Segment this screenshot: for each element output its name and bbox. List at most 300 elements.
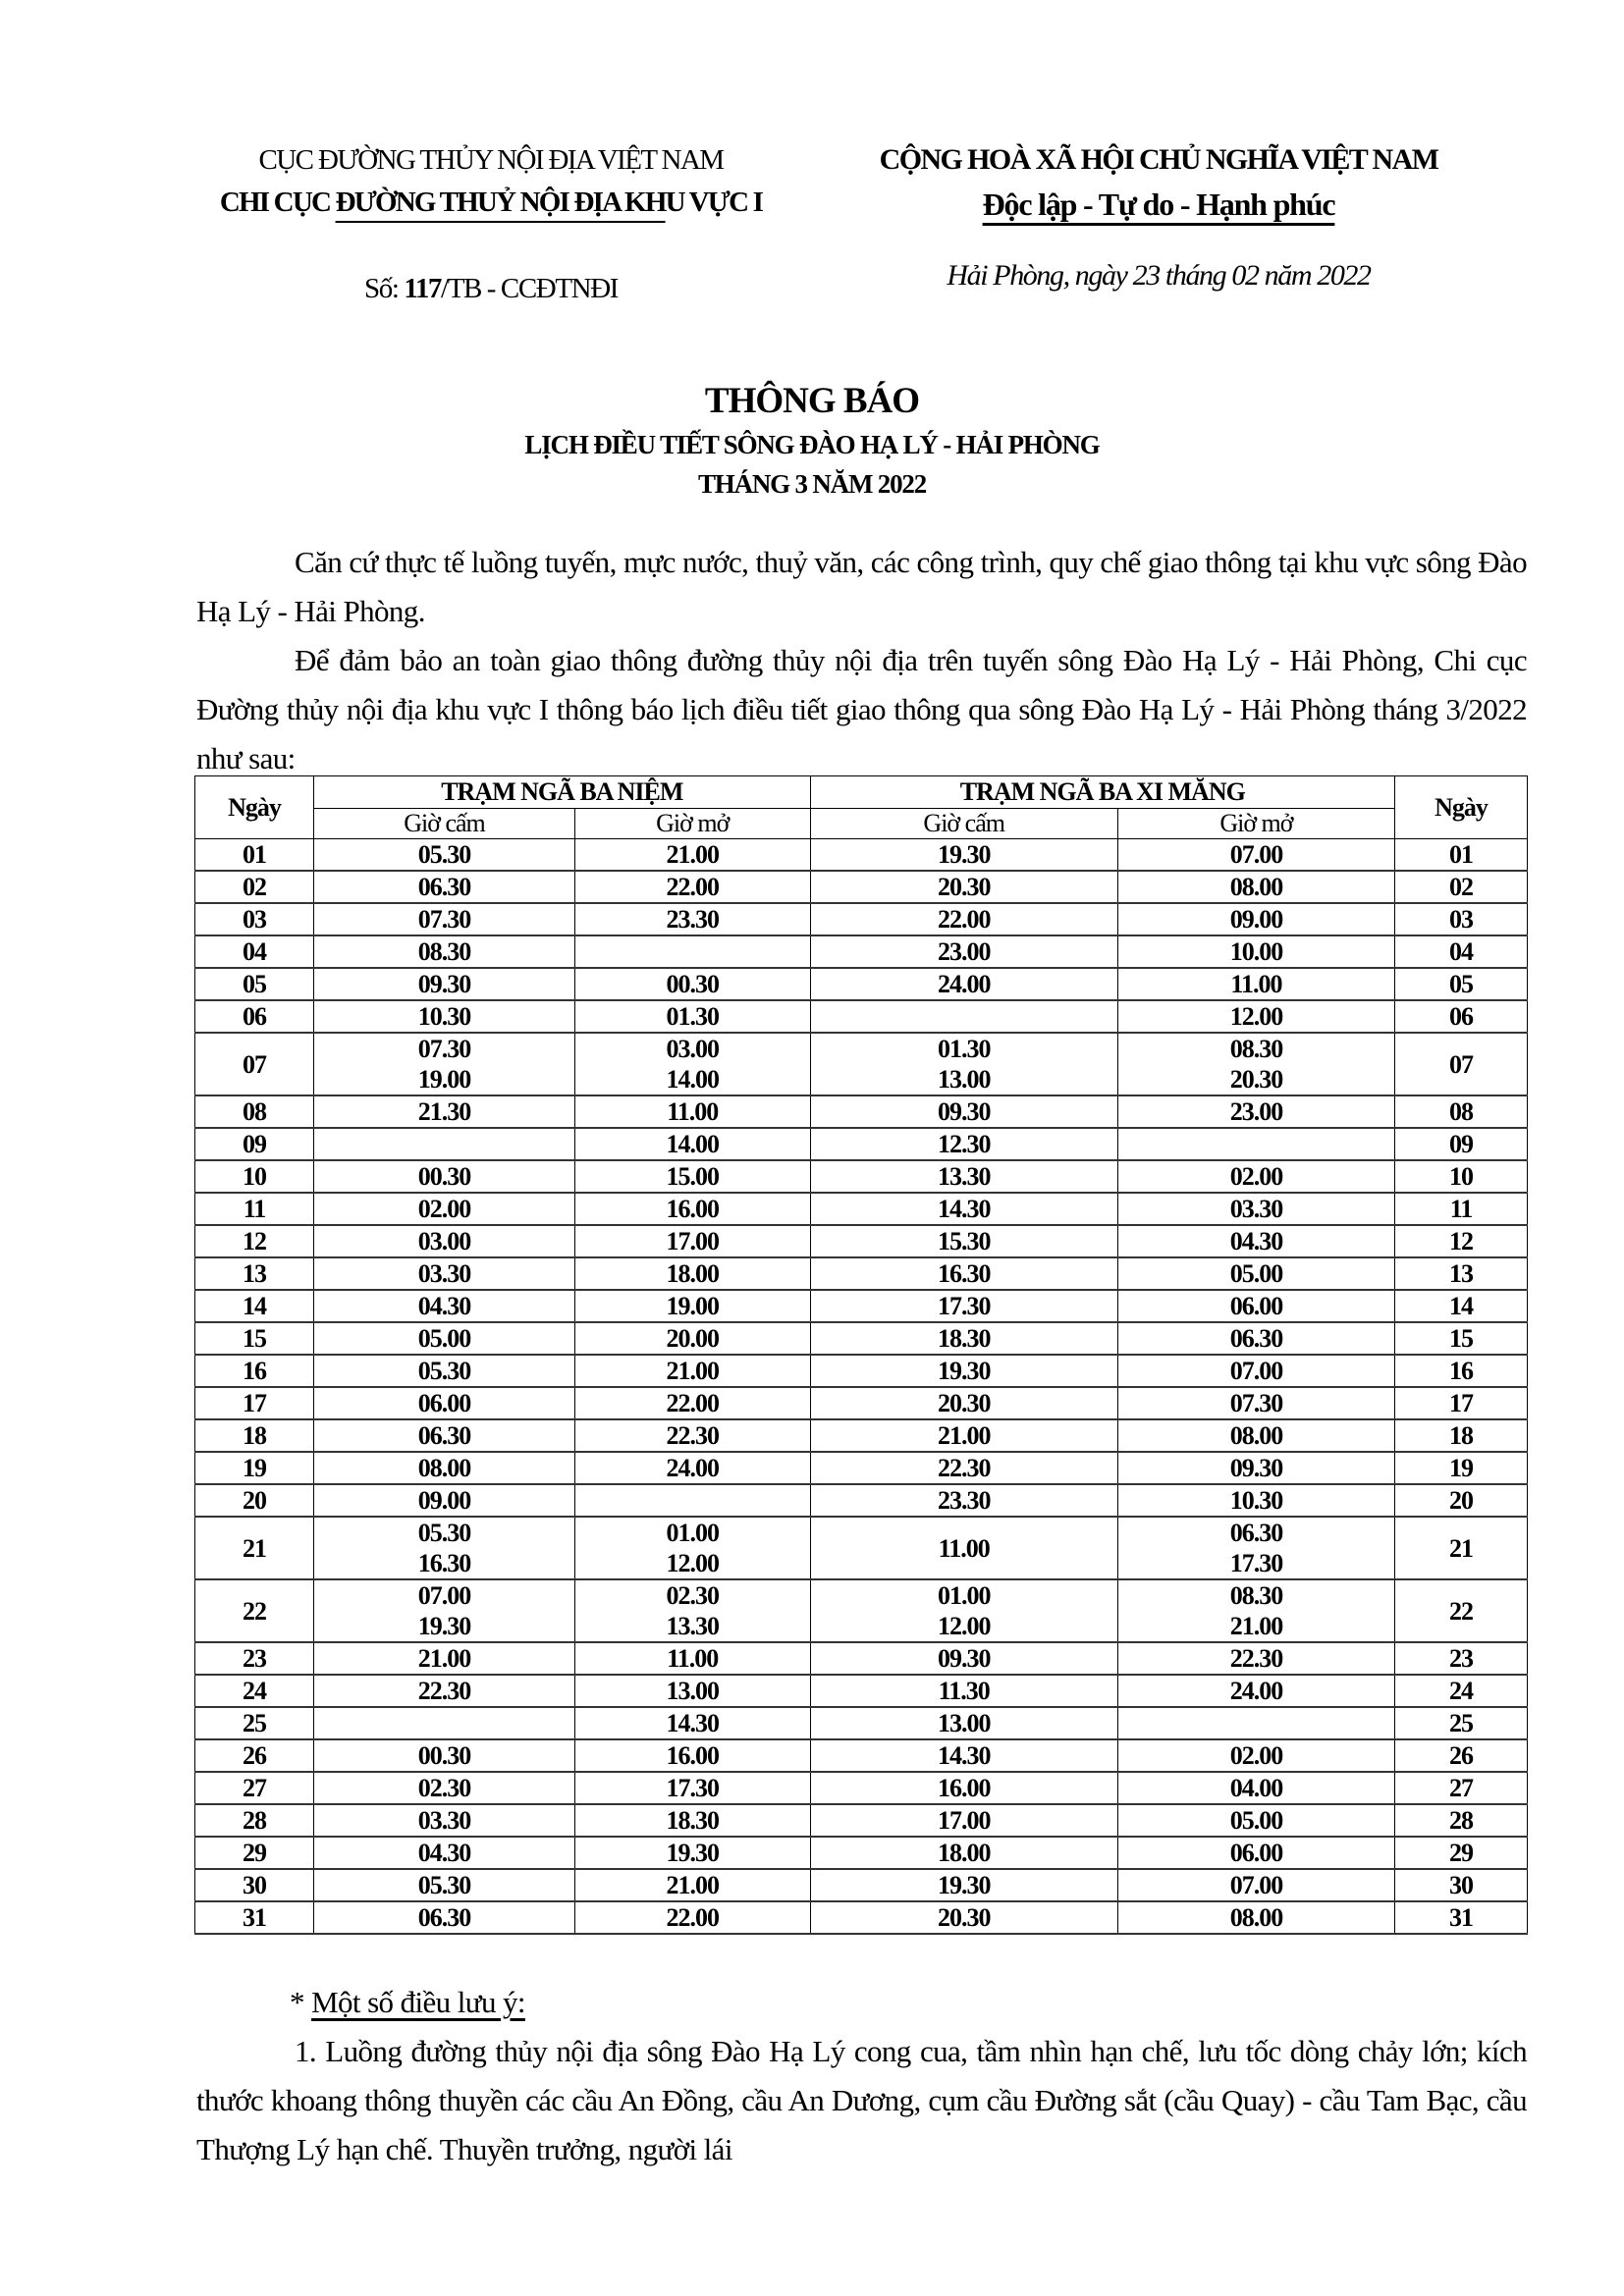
cell-s1-close bbox=[314, 1033, 575, 1095]
row-day-right: 12 bbox=[1395, 1225, 1528, 1257]
title-main: THÔNG BÁO bbox=[704, 381, 920, 421]
time-value: 19.00 bbox=[666, 1292, 720, 1320]
time-value: 06.30 bbox=[417, 1903, 471, 1932]
cell-s2-close bbox=[810, 1642, 1117, 1675]
row-day-right: 04 bbox=[1395, 935, 1528, 968]
cell-s1-open bbox=[575, 1707, 811, 1739]
row-day-right: 13 bbox=[1395, 1257, 1528, 1290]
time-value: 21.30 bbox=[417, 1097, 471, 1126]
time-value: 06.30 bbox=[1229, 1324, 1283, 1353]
time-value: 03.00 bbox=[666, 1035, 720, 1063]
table-row bbox=[195, 1739, 1528, 1772]
table-row bbox=[195, 1322, 1528, 1355]
schedule-table bbox=[194, 775, 1528, 1935]
time-value: 23.30 bbox=[666, 905, 720, 934]
time-value: 07.30 bbox=[417, 1035, 471, 1063]
cell-s1-close bbox=[314, 935, 575, 968]
cell-s1-open bbox=[575, 935, 811, 968]
cell-s2-close bbox=[810, 903, 1117, 935]
table-row bbox=[195, 1290, 1528, 1322]
cell-s1-open bbox=[575, 1225, 811, 1257]
table-row bbox=[195, 1160, 1528, 1193]
time-value: 10.30 bbox=[1229, 1486, 1283, 1515]
cell-s2-close bbox=[810, 1257, 1117, 1290]
time-value: 22.30 bbox=[1229, 1644, 1283, 1673]
cell-s2-close bbox=[810, 1707, 1117, 1739]
row-day-left: 23 bbox=[195, 1642, 314, 1675]
cell-s1-open bbox=[575, 1128, 811, 1160]
cell-s2-close bbox=[810, 1484, 1117, 1517]
row-day-left: 09 bbox=[195, 1128, 314, 1160]
cell-s1-close bbox=[314, 1484, 575, 1517]
time-value: 00.30 bbox=[666, 970, 720, 998]
cell-s2-open bbox=[1117, 1739, 1394, 1772]
cell-s1-open bbox=[575, 968, 811, 1000]
table-row bbox=[195, 1257, 1528, 1290]
doc-no-suffix: /TB - CCĐTNĐI bbox=[441, 273, 618, 304]
national-header bbox=[844, 137, 1473, 293]
row-day-right: 20 bbox=[1395, 1484, 1528, 1517]
cell-s2-open bbox=[1117, 968, 1394, 1000]
notes-star: * bbox=[290, 1985, 312, 2019]
time-value: 07.00 bbox=[1229, 1357, 1283, 1385]
time-value: 06.30 bbox=[1229, 1519, 1283, 1547]
row-day-right: 01 bbox=[1395, 839, 1528, 872]
table-row bbox=[195, 1387, 1528, 1419]
cell-s2-close bbox=[810, 1772, 1117, 1804]
cell-s2-open bbox=[1117, 1000, 1394, 1033]
cell-s1-open bbox=[575, 1837, 811, 1869]
subagency-suffix: U VỰC I bbox=[665, 187, 763, 218]
row-day-right: 17 bbox=[1395, 1387, 1528, 1419]
country-name: CỘNG HOÀ XÃ HỘI CHỦ NGHĨA VIỆT NAM bbox=[879, 143, 1438, 176]
notes-section bbox=[196, 1978, 1527, 2174]
row-day-left: 30 bbox=[195, 1869, 314, 1901]
table-row bbox=[195, 1675, 1528, 1707]
cell-s2-open bbox=[1117, 1033, 1394, 1095]
time-value: 09.00 bbox=[1229, 905, 1283, 934]
cell-s1-open bbox=[575, 1000, 811, 1033]
time-value: 11.00 bbox=[667, 1097, 719, 1126]
row-day-right: 22 bbox=[1395, 1579, 1528, 1642]
doc-no-number: 117 bbox=[404, 273, 442, 304]
time-value: 00.30 bbox=[417, 1162, 471, 1191]
intro-paragraph-2: Để đảm bảo an toàn giao thông đường thủy nội địa trên tuyến sông Đào Hạ Lý - Hải Phòng, Chi cục Đường thủy nội địa khu vực I thông báo lịch điều tiết giao thông qua sông Đào Hạ Lý - Hải Phòng tháng 3/2022 như sau: bbox=[196, 643, 1527, 775]
cell-s2-open bbox=[1117, 1837, 1394, 1869]
time-value: 09.30 bbox=[937, 1097, 991, 1126]
cell-s1-open bbox=[575, 1739, 811, 1772]
title-period: THÁNG 3 NĂM 2022 bbox=[697, 469, 927, 499]
row-day-left: 10 bbox=[195, 1160, 314, 1193]
subagency-name bbox=[196, 183, 785, 222]
cell-s2-open bbox=[1117, 1869, 1394, 1901]
time-value: 01.30 bbox=[666, 1002, 720, 1031]
cell-s2-open bbox=[1117, 1452, 1394, 1484]
header-station-1: TRẠM NGÃ BA NIỆM bbox=[314, 776, 811, 809]
header-s2-open: Giờ mở bbox=[1117, 809, 1394, 839]
time-value: 11.00 bbox=[1230, 970, 1282, 998]
header-s2-close: Giờ cấm bbox=[810, 809, 1117, 839]
time-value: 06.30 bbox=[417, 873, 471, 901]
row-day-left: 20 bbox=[195, 1484, 314, 1517]
time-value: 20.30 bbox=[937, 1389, 991, 1417]
time-value: 01.00 bbox=[666, 1519, 720, 1547]
time-value: 20.30 bbox=[1229, 1065, 1283, 1094]
row-day-left: 08 bbox=[195, 1095, 314, 1128]
table-row bbox=[195, 1193, 1528, 1225]
row-day-right: 28 bbox=[1395, 1804, 1528, 1837]
row-day-right: 29 bbox=[1395, 1837, 1528, 1869]
cell-s1-close bbox=[314, 1707, 575, 1739]
cell-s1-close bbox=[314, 1128, 575, 1160]
time-value: 04.00 bbox=[1229, 1774, 1283, 1802]
time-value: 20.30 bbox=[937, 1903, 991, 1932]
cell-s2-open bbox=[1117, 1257, 1394, 1290]
time-value: 18.30 bbox=[666, 1806, 720, 1835]
time-value: 04.30 bbox=[1229, 1227, 1283, 1255]
table-row bbox=[195, 1419, 1528, 1452]
time-value: 08.00 bbox=[1229, 873, 1283, 901]
row-day-right: 27 bbox=[1395, 1772, 1528, 1804]
cell-s2-close bbox=[810, 1095, 1117, 1128]
row-day-right: 11 bbox=[1395, 1193, 1528, 1225]
cell-s1-close bbox=[314, 1257, 575, 1290]
cell-s1-close bbox=[314, 1804, 575, 1837]
row-day-left: 26 bbox=[195, 1739, 314, 1772]
row-day-left: 27 bbox=[195, 1772, 314, 1804]
cell-s2-close bbox=[810, 1355, 1117, 1387]
document-title bbox=[0, 378, 1624, 504]
table-row bbox=[195, 1517, 1528, 1579]
time-value: 12.00 bbox=[937, 1612, 991, 1640]
row-day-left: 28 bbox=[195, 1804, 314, 1837]
cell-s1-close bbox=[314, 1193, 575, 1225]
row-day-right: 05 bbox=[1395, 968, 1528, 1000]
row-day-left: 24 bbox=[195, 1675, 314, 1707]
row-day-right: 25 bbox=[1395, 1707, 1528, 1739]
cell-s2-close bbox=[810, 1675, 1117, 1707]
row-day-right: 02 bbox=[1395, 871, 1528, 903]
time-value: 03.00 bbox=[417, 1227, 471, 1255]
notes-heading-text: Một số điều lưu ý: bbox=[311, 1985, 525, 2019]
table-row bbox=[195, 1355, 1528, 1387]
time-value: 22.30 bbox=[666, 1421, 720, 1450]
time-value: 19.30 bbox=[937, 1871, 991, 1899]
table-row bbox=[195, 1452, 1528, 1484]
time-value: 24.00 bbox=[937, 970, 991, 998]
time-value: 09.00 bbox=[417, 1486, 471, 1515]
time-value: 14.30 bbox=[937, 1195, 991, 1223]
time-value: 13.00 bbox=[937, 1709, 991, 1737]
row-day-right: 08 bbox=[1395, 1095, 1528, 1128]
cell-s1-open bbox=[575, 1901, 811, 1934]
cell-s2-open bbox=[1117, 1804, 1394, 1837]
time-value: 03.30 bbox=[417, 1806, 471, 1835]
row-day-left: 18 bbox=[195, 1419, 314, 1452]
time-value: 08.00 bbox=[1229, 1903, 1283, 1932]
time-value: 19.30 bbox=[417, 1612, 471, 1640]
notes-heading bbox=[196, 1978, 1527, 2027]
row-day-left: 05 bbox=[195, 968, 314, 1000]
time-value: 11.00 bbox=[938, 1533, 990, 1563]
time-value: 02.30 bbox=[666, 1581, 720, 1610]
cell-s2-close bbox=[810, 1193, 1117, 1225]
time-value: 20.00 bbox=[666, 1324, 720, 1353]
issuing-agency-header bbox=[196, 137, 785, 305]
header-day-right: Ngày bbox=[1395, 776, 1528, 839]
cell-s2-close bbox=[810, 839, 1117, 872]
time-value: 02.00 bbox=[1229, 1741, 1283, 1770]
row-day-right: 10 bbox=[1395, 1160, 1528, 1193]
table-row bbox=[195, 1484, 1528, 1517]
time-value: 14.30 bbox=[666, 1709, 720, 1737]
row-day-right: 14 bbox=[1395, 1290, 1528, 1322]
row-day-left: 03 bbox=[195, 903, 314, 935]
cell-s1-open bbox=[575, 1452, 811, 1484]
time-value: 08.30 bbox=[1229, 1581, 1283, 1610]
cell-s1-close bbox=[314, 1387, 575, 1419]
time-value: 22.00 bbox=[666, 1903, 720, 1932]
table-row bbox=[195, 1000, 1528, 1033]
cell-s2-open bbox=[1117, 839, 1394, 872]
cell-s1-close bbox=[314, 871, 575, 903]
time-value: 02.30 bbox=[417, 1774, 471, 1802]
cell-s1-open bbox=[575, 1869, 811, 1901]
cell-s2-open bbox=[1117, 1193, 1394, 1225]
time-value: 14.00 bbox=[666, 1130, 720, 1158]
time-value: 05.30 bbox=[417, 1871, 471, 1899]
time-value: 22.30 bbox=[937, 1454, 991, 1482]
table-row bbox=[195, 935, 1528, 968]
row-day-left: 19 bbox=[195, 1452, 314, 1484]
cell-s1-open bbox=[575, 1095, 811, 1128]
header-station-2: TRẠM NGÃ BA XI MĂNG bbox=[810, 776, 1394, 809]
header-s1-open: Giờ mở bbox=[575, 809, 811, 839]
cell-s2-close bbox=[810, 968, 1117, 1000]
row-day-right: 24 bbox=[1395, 1675, 1528, 1707]
cell-s1-close bbox=[314, 1095, 575, 1128]
row-day-right: 09 bbox=[1395, 1128, 1528, 1160]
row-day-right: 07 bbox=[1395, 1033, 1528, 1095]
time-value: 05.30 bbox=[417, 1357, 471, 1385]
time-value: 22.30 bbox=[417, 1677, 471, 1705]
cell-s2-close bbox=[810, 1000, 1117, 1033]
time-value: 18.00 bbox=[666, 1259, 720, 1288]
time-value: 16.00 bbox=[937, 1774, 991, 1802]
cell-s1-open bbox=[575, 1257, 811, 1290]
cell-s2-open bbox=[1117, 935, 1394, 968]
cell-s2-open bbox=[1117, 1290, 1394, 1322]
cell-s1-close bbox=[314, 1452, 575, 1484]
cell-s2-open bbox=[1117, 1387, 1394, 1419]
table-row bbox=[195, 1225, 1528, 1257]
cell-s2-close bbox=[810, 1225, 1117, 1257]
intro-text bbox=[196, 538, 1527, 783]
cell-s2-open bbox=[1117, 1128, 1394, 1160]
table-row bbox=[195, 1128, 1528, 1160]
row-day-right: 06 bbox=[1395, 1000, 1528, 1033]
table-row bbox=[195, 1642, 1528, 1675]
cell-s1-open bbox=[575, 871, 811, 903]
time-value: 04.30 bbox=[417, 1839, 471, 1867]
time-value: 12.30 bbox=[937, 1130, 991, 1158]
cell-s2-close bbox=[810, 1160, 1117, 1193]
time-value: 13.00 bbox=[937, 1065, 991, 1094]
cell-s1-open bbox=[575, 1675, 811, 1707]
row-day-right: 15 bbox=[1395, 1322, 1528, 1355]
time-value: 01.30 bbox=[937, 1035, 991, 1063]
cell-s2-open bbox=[1117, 1707, 1394, 1739]
cell-s1-close bbox=[314, 1901, 575, 1934]
cell-s2-open bbox=[1117, 903, 1394, 935]
row-day-left: 11 bbox=[195, 1193, 314, 1225]
table-row bbox=[195, 1869, 1528, 1901]
table-row bbox=[195, 871, 1528, 903]
time-value: 04.30 bbox=[417, 1292, 471, 1320]
time-value: 23.30 bbox=[937, 1486, 991, 1515]
row-day-left: 25 bbox=[195, 1707, 314, 1739]
cell-s1-open bbox=[575, 1517, 811, 1579]
time-value: 05.00 bbox=[1229, 1806, 1283, 1835]
time-value: 17.00 bbox=[937, 1806, 991, 1835]
time-value: 08.30 bbox=[417, 937, 471, 966]
title-subject: LỊCH ĐIỀU TIẾT SÔNG ĐÀO HẠ LÝ - HẢI PHÒNG bbox=[524, 430, 1100, 459]
row-day-left: 15 bbox=[195, 1322, 314, 1355]
time-value: 24.00 bbox=[666, 1454, 720, 1482]
time-value: 12.00 bbox=[666, 1549, 720, 1577]
cell-s2-close bbox=[810, 1804, 1117, 1837]
cell-s1-open bbox=[575, 1290, 811, 1322]
row-day-left: 17 bbox=[195, 1387, 314, 1419]
schedule-body bbox=[195, 839, 1528, 1935]
row-day-left: 21 bbox=[195, 1517, 314, 1579]
time-value: 08.30 bbox=[1229, 1035, 1283, 1063]
time-value: 18.00 bbox=[937, 1839, 991, 1867]
table-row bbox=[195, 1033, 1528, 1095]
cell-s2-close bbox=[810, 935, 1117, 968]
cell-s2-close bbox=[810, 1837, 1117, 1869]
time-value: 21.00 bbox=[1229, 1612, 1283, 1640]
document-number bbox=[196, 273, 785, 305]
cell-s2-close bbox=[810, 1128, 1117, 1160]
cell-s2-open bbox=[1117, 1642, 1394, 1675]
cell-s2-open bbox=[1117, 1355, 1394, 1387]
row-day-right: 31 bbox=[1395, 1901, 1528, 1934]
cell-s1-open bbox=[575, 1322, 811, 1355]
cell-s1-close bbox=[314, 1225, 575, 1257]
cell-s2-close bbox=[810, 1517, 1117, 1579]
cell-s2-open bbox=[1117, 1419, 1394, 1452]
intro-paragraph-1: Căn cứ thực tế luồng tuyến, mực nước, thuỷ văn, các công trình, quy chế giao thông tại khu vực sông Đào Hạ Lý - Hải Phòng. bbox=[196, 545, 1527, 628]
time-value: 03.30 bbox=[1229, 1195, 1283, 1223]
time-value: 02.00 bbox=[417, 1195, 471, 1223]
cell-s1-open bbox=[575, 1772, 811, 1804]
cell-s1-open bbox=[575, 1387, 811, 1419]
cell-s2-close bbox=[810, 1901, 1117, 1934]
time-value: 15.00 bbox=[666, 1162, 720, 1191]
cell-s1-open bbox=[575, 1484, 811, 1517]
row-day-left: 06 bbox=[195, 1000, 314, 1033]
time-value: 20.30 bbox=[937, 873, 991, 901]
time-value: 05.00 bbox=[417, 1324, 471, 1353]
cell-s1-open bbox=[575, 1355, 811, 1387]
time-value: 08.00 bbox=[417, 1454, 471, 1482]
table-row bbox=[195, 1772, 1528, 1804]
cell-s2-open bbox=[1117, 1579, 1394, 1642]
time-value: 14.00 bbox=[666, 1065, 720, 1094]
time-value: 19.30 bbox=[666, 1839, 720, 1867]
time-value: 11.00 bbox=[667, 1644, 719, 1673]
cell-s1-close bbox=[314, 1869, 575, 1901]
time-value: 16.30 bbox=[937, 1259, 991, 1288]
time-value: 24.00 bbox=[1229, 1677, 1283, 1705]
time-value: 17.30 bbox=[1229, 1549, 1283, 1577]
subagency-prefix: CHI CỤC bbox=[219, 187, 336, 218]
time-value: 23.00 bbox=[937, 937, 991, 966]
row-day-left: 04 bbox=[195, 935, 314, 968]
cell-s2-close bbox=[810, 1739, 1117, 1772]
cell-s2-close bbox=[810, 1419, 1117, 1452]
row-day-left: 01 bbox=[195, 839, 314, 872]
cell-s2-close bbox=[810, 1033, 1117, 1095]
time-value: 22.00 bbox=[937, 905, 991, 934]
time-value: 07.30 bbox=[1229, 1389, 1283, 1417]
time-value: 19.30 bbox=[937, 840, 991, 869]
cell-s2-close bbox=[810, 1452, 1117, 1484]
cell-s1-close bbox=[314, 1772, 575, 1804]
row-day-left: 31 bbox=[195, 1901, 314, 1934]
time-value: 07.00 bbox=[1229, 840, 1283, 869]
row-day-left: 14 bbox=[195, 1290, 314, 1322]
time-value: 17.30 bbox=[666, 1774, 720, 1802]
row-day-right: 03 bbox=[1395, 903, 1528, 935]
header-s1-close: Giờ cấm bbox=[314, 809, 575, 839]
cell-s1-close bbox=[314, 1739, 575, 1772]
cell-s1-close bbox=[314, 1290, 575, 1322]
time-value: 05.00 bbox=[1229, 1259, 1283, 1288]
time-value: 14.30 bbox=[937, 1741, 991, 1770]
cell-s1-open bbox=[575, 839, 811, 872]
table-row bbox=[195, 1837, 1528, 1869]
cell-s2-close bbox=[810, 871, 1117, 903]
cell-s2-open bbox=[1117, 871, 1394, 903]
table-row bbox=[195, 839, 1528, 872]
cell-s2-open bbox=[1117, 1160, 1394, 1193]
time-value: 21.00 bbox=[417, 1644, 471, 1673]
time-value: 07.00 bbox=[417, 1581, 471, 1610]
time-value: 19.00 bbox=[417, 1065, 471, 1094]
time-value: 21.00 bbox=[666, 1871, 720, 1899]
time-value: 21.00 bbox=[937, 1421, 991, 1450]
row-day-left: 29 bbox=[195, 1837, 314, 1869]
cell-s1-close bbox=[314, 1837, 575, 1869]
time-value: 03.30 bbox=[417, 1259, 471, 1288]
cell-s1-close bbox=[314, 1419, 575, 1452]
cell-s2-open bbox=[1117, 1517, 1394, 1579]
row-day-left: 12 bbox=[195, 1225, 314, 1257]
cell-s1-close bbox=[314, 1517, 575, 1579]
time-value: 10.30 bbox=[417, 1002, 471, 1031]
time-value: 06.30 bbox=[417, 1421, 471, 1450]
doc-no-label: Số: bbox=[363, 273, 405, 304]
cell-s1-close bbox=[314, 1000, 575, 1033]
time-value: 16.30 bbox=[417, 1549, 471, 1577]
cell-s1-close bbox=[314, 1160, 575, 1193]
time-value: 00.30 bbox=[417, 1741, 471, 1770]
time-value: 21.00 bbox=[666, 840, 720, 869]
time-value: 11.30 bbox=[938, 1677, 990, 1705]
row-day-left: 22 bbox=[195, 1579, 314, 1642]
